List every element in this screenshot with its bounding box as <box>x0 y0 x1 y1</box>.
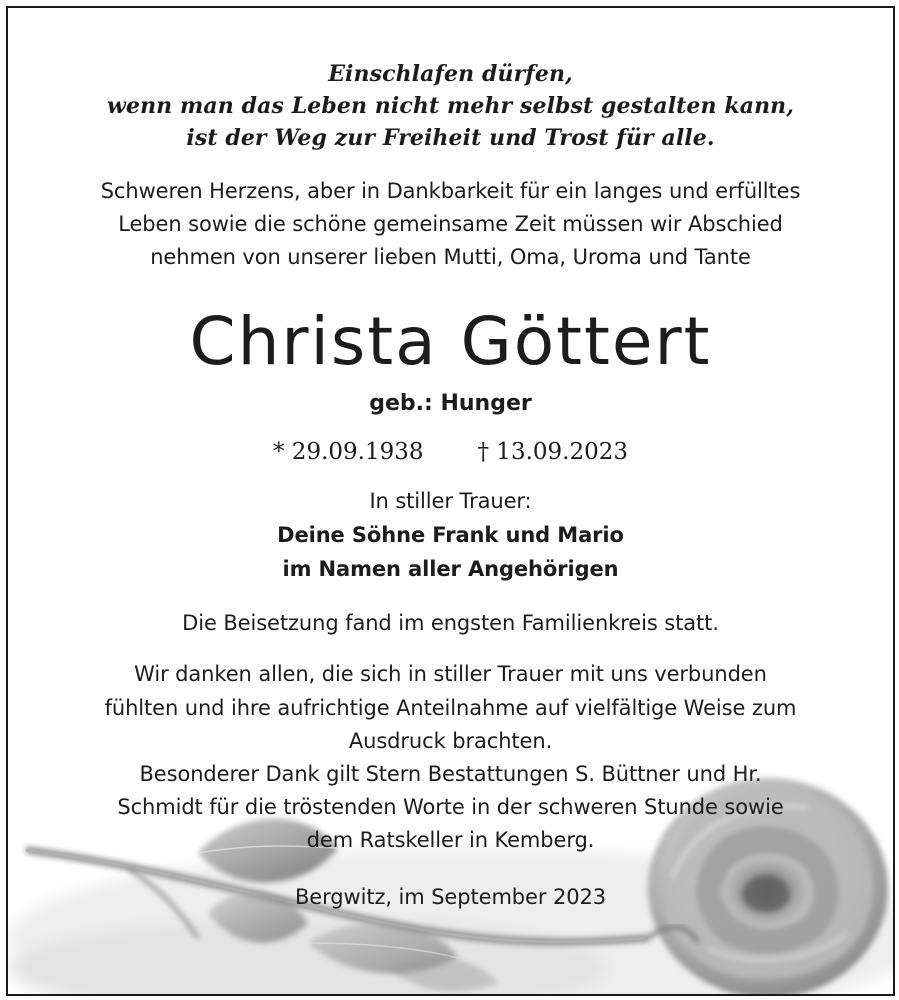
thanks-line-6: dem Ratskeller in Kemberg. <box>306 828 595 852</box>
thanks-line-4: Besonderer Dank gilt Stern Bestattungen S. Büttner und Hr. <box>139 762 762 786</box>
death-date: † 13.09.2023 <box>477 439 628 465</box>
funeral-note: Die Beisetzung fand im engsten Familienkreis statt. <box>182 611 719 635</box>
birth-date: * 29.09.1938 <box>273 439 424 465</box>
thanks-line-3: Ausdruck brachten. <box>348 729 553 753</box>
deceased-name: Christa Göttert <box>189 303 712 380</box>
life-dates <box>8 437 893 467</box>
poem-line-3: ist der Weg zur Freiheit und Trost für alle. <box>186 125 715 151</box>
poem-line-1: Einschlafen dürfen, <box>328 61 573 87</box>
thanks-line-2: fühlten und ihre aufrichtige Anteilnahme auf vielfältige Weise zum <box>104 696 797 720</box>
intro-line-1: Schweren Herzens, aber in Dankbarkeit für ein langes und erfülltes <box>100 179 801 203</box>
mourners-line-1: Deine Söhne Frank und Mario <box>277 523 624 547</box>
mourners-line-2: im Namen aller Angehörigen <box>282 557 619 581</box>
thanks-line-1: Wir danken allen, die sich in stiller Trauer mit uns verbunden <box>134 662 767 686</box>
obituary-card <box>6 6 895 996</box>
birth-name: geb.: Hunger <box>369 391 532 416</box>
intro-line-2: Leben sowie die schöne gemeinsame Zeit müssen wir Abschied <box>118 212 783 236</box>
poem-line-2: wenn man das Leben nicht mehr selbst gestalten kann, <box>106 93 795 119</box>
thanks-line-5: Schmidt für die tröstenden Worte in der schweren Stunde sowie <box>117 795 784 819</box>
mourning-intro: In stiller Trauer: <box>369 489 532 513</box>
place-date: Bergwitz, im September 2023 <box>295 885 606 909</box>
intro-line-3: nehmen von unserer lieben Mutti, Oma, Uroma und Tante <box>150 245 751 269</box>
